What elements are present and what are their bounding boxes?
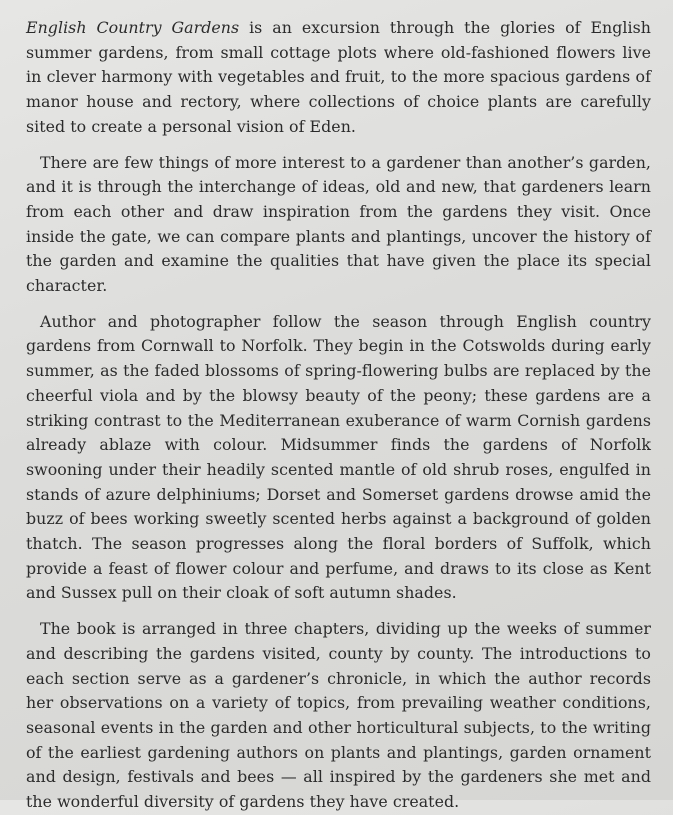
paragraph-interchange: There are few things of more interest to a gardener than another’s garden, and it is through the interchange of ideas, old and new, that gardeners learn from each other and draw inspiration from the gardens they visit. Once inside the gate, we can compare plants and plantings, uncover the history of the garden and examine the qualities that have given the place its special character. <box>26 152 651 296</box>
paragraph-intro <box>26 16 651 140</box>
book-title: English Country Gardens <box>26 18 240 37</box>
paragraph-season: Author and photographer follow the season through English country gardens from Cornwall to Norfolk. They begin in the Cotswolds during early summer, as the faded blossoms of spring-flowering bulbs are replaced by the cheerful viola and by the blowsy beauty of the peony; these gardens are a striking contrast to the Mediterranean exuberance of warm Cornish gardens already ablaze with colour. Midsummer finds the gardens of Norfolk swooning under their headily scented mantle of old shrub roses, engulfed in stands of azure delphiniums; Dorset and Somerset gardens drowse amid the buzz of bees working sweetly scented herbs against a background of golden thatch. The season progresses along the floral borders of Suffolk, which provide a feast of flower colour and perfume, and draws to its close as Kent and Sussex pull on their cloak of soft autumn shades. <box>26 311 651 603</box>
paragraph-intro-text: is an excursion through the glories of English summer gardens, from small cottage plots where old-fashioned flowers live in clever harmony with vegetables and fruit, to the more spacious gardens of manor house and rectory, where collections of choice plants are carefully sited to create a personal vision of Eden. <box>26 18 651 136</box>
paragraph-chapters: The book is arranged in three chapters, dividing up the weeks of summer and describing the gardens visited, county by county. The introductions to each section serve as a gardener’s chronicle, in which the author records her observations on a variety of topics, from prevailing weather conditions, seasonal events in the garden and other horticultural subjects, to the writing of the earliest gardening authors on plants and plantings, garden ornament and design, festivals and bees — all inspired by the gardeners she met and the wonderful diversity of gardens they have created. <box>26 619 651 812</box>
